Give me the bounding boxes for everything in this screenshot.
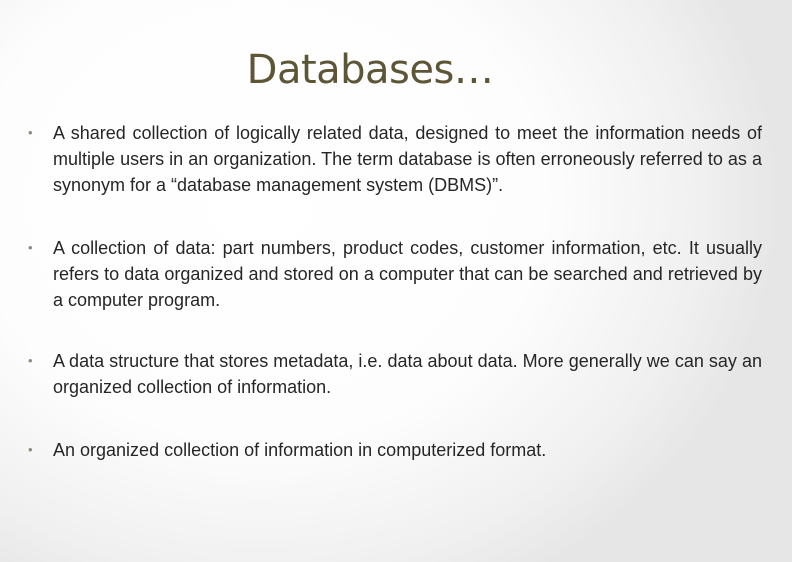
bullet-icon: • — [28, 442, 33, 457]
bullet-icon: • — [28, 125, 33, 140]
bullet-text: A shared collection of logically related data, designed to meet the information needs of multiple users in an organization. The term database is often erroneously referred to as a synonym for a “database management system (DBMS)”. — [53, 123, 762, 195]
bullet-item — [28, 437, 762, 463]
bullet-text: A collection of data: part numbers, product codes, customer information, etc. It usually refers to data organized and stored on a computer that can be searched and retrieved by a computer program. — [53, 238, 762, 310]
bullet-text: An organized collection of information in computerized format. — [53, 440, 547, 460]
bullet-item — [28, 235, 762, 313]
bullet-item — [28, 348, 762, 400]
bullet-item — [28, 120, 762, 198]
bullet-icon: • — [28, 240, 33, 255]
bullet-icon: • — [28, 353, 33, 368]
slide-title: Databases… — [246, 47, 494, 93]
bullet-list — [28, 120, 762, 463]
bullet-text: A data structure that stores metadata, i.e. data about data. More generally we can say an organized collection of information. — [53, 351, 762, 397]
